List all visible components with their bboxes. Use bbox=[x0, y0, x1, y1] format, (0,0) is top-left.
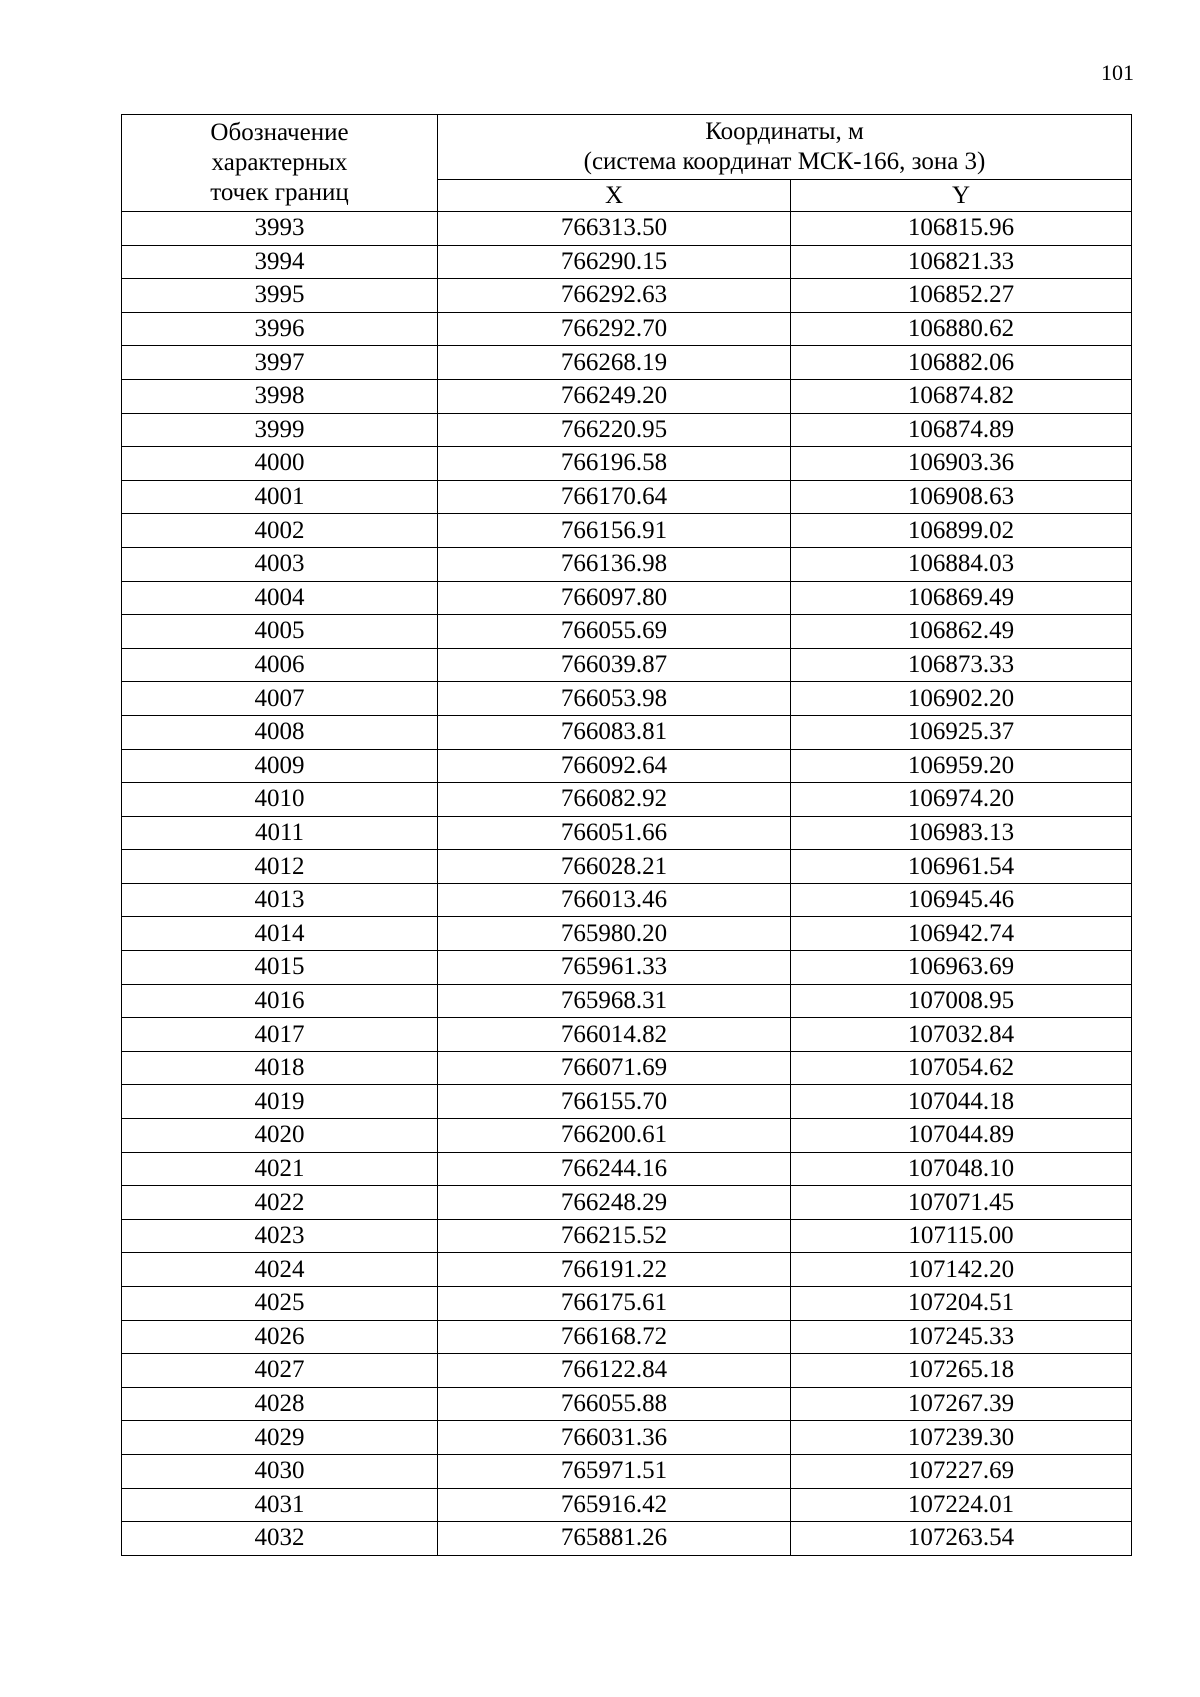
point-id-cell: 4000 bbox=[122, 447, 438, 481]
point-id-cell: 4002 bbox=[122, 514, 438, 548]
table-row bbox=[122, 1253, 1132, 1287]
x-coordinate-cell: 766028.21 bbox=[438, 850, 791, 884]
point-designation-header bbox=[122, 115, 438, 212]
point-id-cell: 4031 bbox=[122, 1488, 438, 1522]
table-row bbox=[122, 1051, 1132, 1085]
table-row bbox=[122, 984, 1132, 1018]
x-coordinate-cell: 766215.52 bbox=[438, 1219, 791, 1253]
point-id-cell: 3998 bbox=[122, 379, 438, 413]
point-id-cell: 4021 bbox=[122, 1152, 438, 1186]
y-coordinate-cell: 107044.89 bbox=[791, 1119, 1132, 1153]
x-coordinate-cell: 766248.29 bbox=[438, 1186, 791, 1220]
x-coordinate-cell: 766014.82 bbox=[438, 1018, 791, 1052]
point-id-cell: 4018 bbox=[122, 1051, 438, 1085]
x-coordinate-cell: 766055.69 bbox=[438, 615, 791, 649]
point-id-cell: 4026 bbox=[122, 1320, 438, 1354]
x-coordinate-cell: 765916.42 bbox=[438, 1488, 791, 1522]
y-coordinate-cell: 106959.20 bbox=[791, 749, 1132, 783]
x-coordinate-cell: 766051.66 bbox=[438, 816, 791, 850]
x-coordinate-cell: 766290.15 bbox=[438, 245, 791, 279]
y-coordinate-cell: 107032.84 bbox=[791, 1018, 1132, 1052]
table-row bbox=[122, 715, 1132, 749]
table-row bbox=[122, 413, 1132, 447]
x-coordinate-cell: 766191.22 bbox=[438, 1253, 791, 1287]
x-coordinate-cell: 766175.61 bbox=[438, 1287, 791, 1321]
x-coordinate-cell: 766092.64 bbox=[438, 749, 791, 783]
x-coordinate-cell: 766168.72 bbox=[438, 1320, 791, 1354]
point-id-cell: 4005 bbox=[122, 615, 438, 649]
point-id-cell: 4012 bbox=[122, 850, 438, 884]
table-row bbox=[122, 212, 1132, 246]
table-row bbox=[122, 245, 1132, 279]
x-coordinate-cell: 765980.20 bbox=[438, 917, 791, 951]
table-body bbox=[122, 212, 1132, 1556]
table-row bbox=[122, 1186, 1132, 1220]
table-row bbox=[122, 682, 1132, 716]
table-row bbox=[122, 1287, 1132, 1321]
table-row bbox=[122, 1488, 1132, 1522]
point-id-cell: 4032 bbox=[122, 1522, 438, 1556]
y-coordinate-cell: 106974.20 bbox=[791, 783, 1132, 817]
table-row bbox=[122, 783, 1132, 817]
y-coordinate-cell: 106903.36 bbox=[791, 447, 1132, 481]
point-header-line: характерных bbox=[211, 149, 348, 176]
y-coordinate-cell: 107227.69 bbox=[791, 1454, 1132, 1488]
x-column-header: X bbox=[438, 180, 791, 212]
y-coordinate-cell: 107224.01 bbox=[791, 1488, 1132, 1522]
point-id-cell: 4023 bbox=[122, 1219, 438, 1253]
x-coordinate-cell: 766156.91 bbox=[438, 514, 791, 548]
y-coordinate-cell: 106873.33 bbox=[791, 648, 1132, 682]
y-coordinate-cell: 107263.54 bbox=[791, 1522, 1132, 1556]
coordinates-header-line: Координаты, м bbox=[705, 118, 864, 145]
y-coordinate-cell: 106882.06 bbox=[791, 346, 1132, 380]
table-row bbox=[122, 480, 1132, 514]
y-coordinate-cell: 106884.03 bbox=[791, 547, 1132, 581]
table-row bbox=[122, 1421, 1132, 1455]
point-id-cell: 3994 bbox=[122, 245, 438, 279]
point-id-cell: 4001 bbox=[122, 480, 438, 514]
point-id-cell: 4010 bbox=[122, 783, 438, 817]
y-coordinate-cell: 107048.10 bbox=[791, 1152, 1132, 1186]
y-coordinate-cell: 106902.20 bbox=[791, 682, 1132, 716]
y-coordinate-cell: 106862.49 bbox=[791, 615, 1132, 649]
coordinates-table bbox=[121, 114, 1132, 1556]
table-row bbox=[122, 1454, 1132, 1488]
x-coordinate-cell: 765961.33 bbox=[438, 951, 791, 985]
table-row bbox=[122, 1119, 1132, 1153]
point-id-cell: 4011 bbox=[122, 816, 438, 850]
point-id-cell: 3993 bbox=[122, 212, 438, 246]
y-coordinate-cell: 106942.74 bbox=[791, 917, 1132, 951]
y-coordinate-cell: 106963.69 bbox=[791, 951, 1132, 985]
y-coordinate-cell: 107239.30 bbox=[791, 1421, 1132, 1455]
table-row bbox=[122, 547, 1132, 581]
x-coordinate-cell: 766313.50 bbox=[438, 212, 791, 246]
point-id-cell: 3995 bbox=[122, 279, 438, 313]
point-id-cell: 4008 bbox=[122, 715, 438, 749]
table-row bbox=[122, 581, 1132, 615]
y-coordinate-cell: 106880.62 bbox=[791, 312, 1132, 346]
y-coordinate-cell: 106821.33 bbox=[791, 245, 1132, 279]
x-coordinate-cell: 766220.95 bbox=[438, 413, 791, 447]
table-row bbox=[122, 279, 1132, 313]
point-id-cell: 4022 bbox=[122, 1186, 438, 1220]
x-coordinate-cell: 766071.69 bbox=[438, 1051, 791, 1085]
table-row bbox=[122, 1085, 1132, 1119]
x-coordinate-cell: 766053.98 bbox=[438, 682, 791, 716]
table-row bbox=[122, 615, 1132, 649]
y-coordinate-cell: 107142.20 bbox=[791, 1253, 1132, 1287]
y-coordinate-cell: 107044.18 bbox=[791, 1085, 1132, 1119]
y-coordinate-cell: 106961.54 bbox=[791, 850, 1132, 884]
table-row bbox=[122, 1018, 1132, 1052]
point-id-cell: 4004 bbox=[122, 581, 438, 615]
table-row bbox=[122, 312, 1132, 346]
point-id-cell: 4030 bbox=[122, 1454, 438, 1488]
table-row bbox=[122, 1152, 1132, 1186]
x-coordinate-cell: 766244.16 bbox=[438, 1152, 791, 1186]
y-coordinate-cell: 107115.00 bbox=[791, 1219, 1132, 1253]
y-coordinate-cell: 106983.13 bbox=[791, 816, 1132, 850]
table-row bbox=[122, 447, 1132, 481]
y-coordinate-cell: 106852.27 bbox=[791, 279, 1132, 313]
table-row bbox=[122, 346, 1132, 380]
table-row bbox=[122, 1354, 1132, 1388]
point-header-line: точек границ bbox=[210, 179, 349, 206]
table-row bbox=[122, 1219, 1132, 1253]
table-row bbox=[122, 951, 1132, 985]
x-coordinate-cell: 765881.26 bbox=[438, 1522, 791, 1556]
point-id-cell: 4017 bbox=[122, 1018, 438, 1052]
y-coordinate-cell: 107054.62 bbox=[791, 1051, 1132, 1085]
x-coordinate-cell: 766170.64 bbox=[438, 480, 791, 514]
point-id-cell: 4007 bbox=[122, 682, 438, 716]
x-coordinate-cell: 766136.98 bbox=[438, 547, 791, 581]
table-header bbox=[122, 115, 1132, 212]
x-coordinate-cell: 766055.88 bbox=[438, 1387, 791, 1421]
y-coordinate-cell: 106925.37 bbox=[791, 715, 1132, 749]
point-id-cell: 4027 bbox=[122, 1354, 438, 1388]
point-id-cell: 4029 bbox=[122, 1421, 438, 1455]
x-coordinate-cell: 766292.63 bbox=[438, 279, 791, 313]
x-coordinate-cell: 766097.80 bbox=[438, 581, 791, 615]
y-coordinate-cell: 106815.96 bbox=[791, 212, 1132, 246]
y-coordinate-cell: 106908.63 bbox=[791, 480, 1132, 514]
y-coordinate-cell: 106899.02 bbox=[791, 514, 1132, 548]
y-coordinate-cell: 107008.95 bbox=[791, 984, 1132, 1018]
x-coordinate-cell: 766249.20 bbox=[438, 379, 791, 413]
table-row bbox=[122, 749, 1132, 783]
table-row bbox=[122, 883, 1132, 917]
y-coordinate-cell: 107204.51 bbox=[791, 1287, 1132, 1321]
point-id-cell: 4014 bbox=[122, 917, 438, 951]
point-id-cell: 4006 bbox=[122, 648, 438, 682]
x-coordinate-cell: 766200.61 bbox=[438, 1119, 791, 1153]
page-number: 101 bbox=[1101, 60, 1134, 85]
table-row bbox=[122, 514, 1132, 548]
point-id-cell: 4024 bbox=[122, 1253, 438, 1287]
table-row bbox=[122, 917, 1132, 951]
point-id-cell: 4015 bbox=[122, 951, 438, 985]
table-row bbox=[122, 1320, 1132, 1354]
point-header-line: Обозначение bbox=[210, 119, 349, 146]
x-coordinate-cell: 766292.70 bbox=[438, 312, 791, 346]
y-coordinate-cell: 107267.39 bbox=[791, 1387, 1132, 1421]
point-id-cell: 4025 bbox=[122, 1287, 438, 1321]
point-id-cell: 4016 bbox=[122, 984, 438, 1018]
x-coordinate-cell: 766031.36 bbox=[438, 1421, 791, 1455]
coordinates-header bbox=[438, 115, 1132, 180]
y-coordinate-cell: 106874.89 bbox=[791, 413, 1132, 447]
point-id-cell: 3997 bbox=[122, 346, 438, 380]
y-coordinate-cell: 107265.18 bbox=[791, 1354, 1132, 1388]
point-id-cell: 4013 bbox=[122, 883, 438, 917]
y-coordinate-cell: 107245.33 bbox=[791, 1320, 1132, 1354]
x-coordinate-cell: 766155.70 bbox=[438, 1085, 791, 1119]
y-coordinate-cell: 107071.45 bbox=[791, 1186, 1132, 1220]
y-coordinate-cell: 106869.49 bbox=[791, 581, 1132, 615]
table-row bbox=[122, 648, 1132, 682]
x-coordinate-cell: 766013.46 bbox=[438, 883, 791, 917]
point-id-cell: 3999 bbox=[122, 413, 438, 447]
y-coordinate-cell: 106874.82 bbox=[791, 379, 1132, 413]
table-row bbox=[122, 1387, 1132, 1421]
y-column-header: Y bbox=[791, 180, 1132, 212]
point-id-cell: 4003 bbox=[122, 547, 438, 581]
x-coordinate-cell: 766082.92 bbox=[438, 783, 791, 817]
point-id-cell: 3996 bbox=[122, 312, 438, 346]
coordinates-header-line: (система координат МСК-166, зона 3) bbox=[583, 148, 986, 175]
table-row bbox=[122, 816, 1132, 850]
x-coordinate-cell: 766122.84 bbox=[438, 1354, 791, 1388]
point-id-cell: 4009 bbox=[122, 749, 438, 783]
point-id-cell: 4020 bbox=[122, 1119, 438, 1153]
point-id-cell: 4028 bbox=[122, 1387, 438, 1421]
x-coordinate-cell: 766039.87 bbox=[438, 648, 791, 682]
table-row bbox=[122, 850, 1132, 884]
x-coordinate-cell: 766083.81 bbox=[438, 715, 791, 749]
x-coordinate-cell: 766268.19 bbox=[438, 346, 791, 380]
point-id-cell: 4019 bbox=[122, 1085, 438, 1119]
table-row bbox=[122, 1522, 1132, 1556]
x-coordinate-cell: 766196.58 bbox=[438, 447, 791, 481]
x-coordinate-cell: 765971.51 bbox=[438, 1454, 791, 1488]
x-coordinate-cell: 765968.31 bbox=[438, 984, 791, 1018]
table-row bbox=[122, 379, 1132, 413]
y-coordinate-cell: 106945.46 bbox=[791, 883, 1132, 917]
